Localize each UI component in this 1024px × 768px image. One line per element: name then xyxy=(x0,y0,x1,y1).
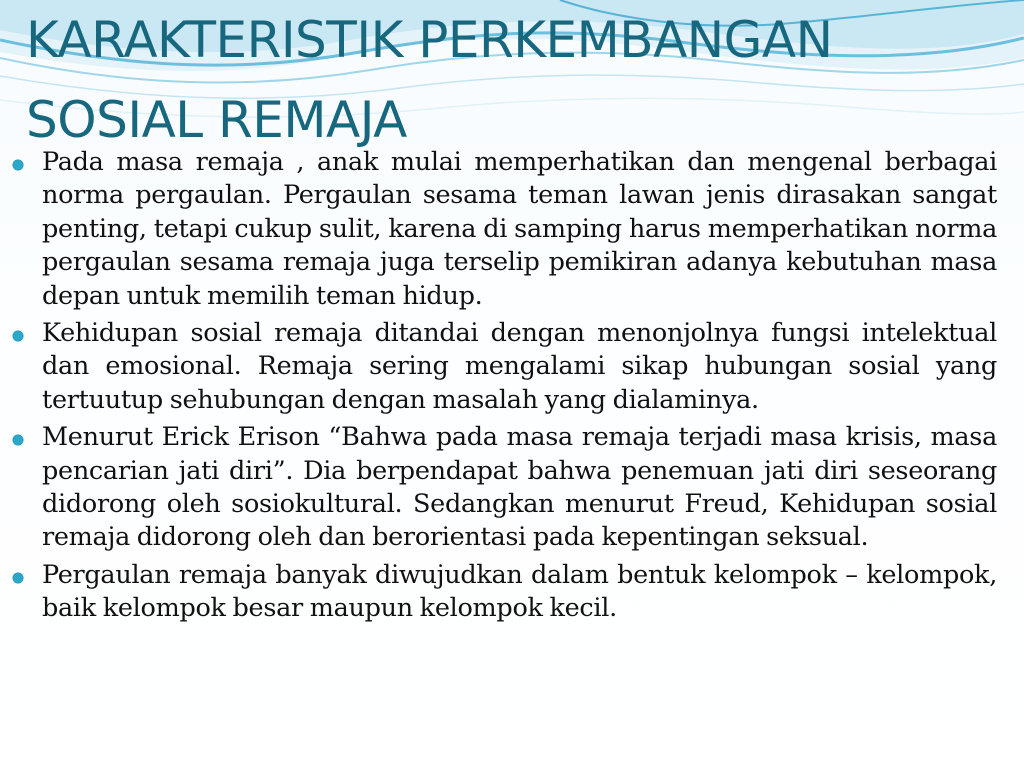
slide-title xyxy=(26,0,1006,160)
bullet-item-2 xyxy=(0,317,1024,417)
bullet-dot-icon xyxy=(13,331,23,341)
bullet-text-1: Pada masa remaja , anak mulai memperhatikan dan mengenal berbagai norma pergaulan. Pergaulan sesama teman lawan jenis dirasakan sangat penting, tetapi cukup sulit, karena di samping harus memperhatikan norma pergaulan sesama remaja juga terselip pemikiran adanya kebutuhan masa depan untuk memilih teman hidup. xyxy=(42,147,997,311)
bullet-dot-icon xyxy=(13,160,23,170)
bullet-item-4 xyxy=(0,559,1024,626)
bullet-dot-icon xyxy=(13,573,23,583)
bullet-list xyxy=(0,146,1024,630)
bullet-item-3 xyxy=(0,421,1024,555)
title-line-2: SOSIAL REMAJA xyxy=(26,91,407,149)
title-line-1: KARAKTERISTIK PERKEMBANGAN xyxy=(26,11,833,69)
bullet-item-1 xyxy=(0,146,1024,313)
bullet-text-3: Menurut Erick Erison “Bahwa pada masa remaja terjadi masa krisis, masa pencarian jati diri”. Dia berpendapat bahwa penemuan jati diri seseorang didorong oleh sosiokultural. Sedangkan menurut Freud, Kehidupan sosial remaja didorong oleh dan berorientasi pada kepentingan seksual. xyxy=(42,422,997,553)
bullet-text-2: Kehidupan sosial remaja ditandai dengan menonjolnya fungsi intelektual dan emosional. Remaja sering mengalami sikap hubungan sosial yang tertuutup sehubungan dengan masalah yang dialaminya. xyxy=(42,318,997,415)
bullet-dot-icon xyxy=(13,435,23,445)
bullet-text-4: Pergaulan remaja banyak diwujudkan dalam bentuk kelompok – kelompok, baik kelompok besar maupun kelompok kecil. xyxy=(42,559,997,624)
